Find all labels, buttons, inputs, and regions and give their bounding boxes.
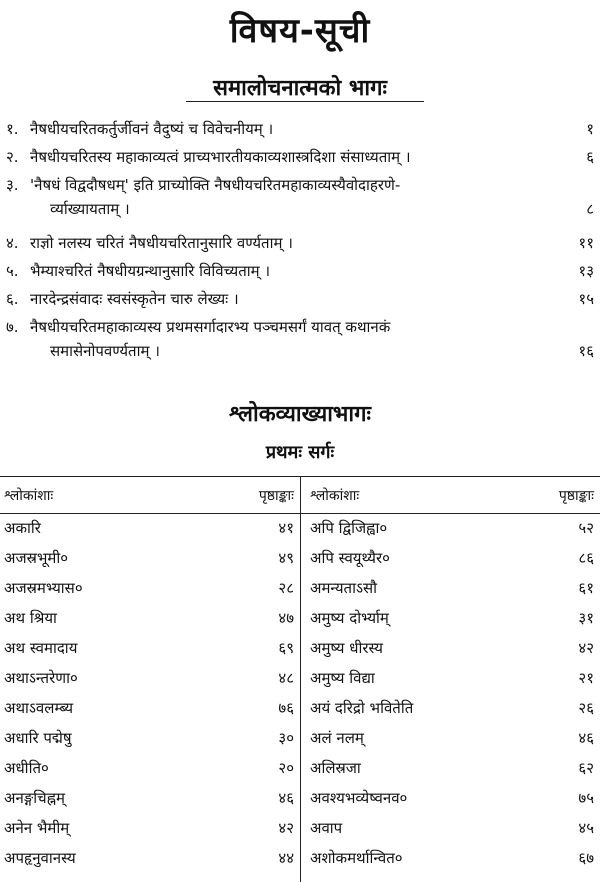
verse-page: ४८ — [278, 669, 294, 687]
critical-section-heading: समालोचनात्मको भागः — [213, 76, 387, 101]
verse-page: ४५ — [578, 819, 594, 837]
verse-name: अजस्रभूमी० — [4, 549, 69, 567]
page-title: विषय-सूची — [229, 11, 371, 51]
verse-page: ५२ — [578, 519, 594, 537]
verse-page: ६९ — [278, 639, 294, 657]
column-divider — [300, 477, 301, 882]
critical-heading-underline — [186, 101, 424, 102]
verse-page: ३० — [278, 729, 294, 747]
verse-name: अलं नलम् — [310, 729, 364, 747]
verse-page: ६२ — [578, 759, 594, 777]
item-text: नारदेन्द्रसंवादः स्वसंस्कृतेन चारु लेख्यः । — [30, 290, 239, 308]
item-text: नैषधीयचरितस्य महाकाव्यत्वं प्राच्यभारतीयकाव्यशास्त्रदिशा संसाध्यताम् । — [30, 148, 411, 166]
verse-page: ४१ — [278, 519, 294, 537]
verse-page: ४६ — [278, 789, 294, 807]
item-number: २. — [6, 148, 19, 166]
verse-name: अथाऽवलम्ब्य — [4, 699, 74, 717]
verse-page: २१ — [578, 669, 594, 687]
item-page: ८ — [586, 200, 594, 218]
verse-name: अलिस्रजा — [310, 759, 361, 777]
verse-page: ४२ — [278, 819, 294, 837]
verse-name: अशोकमर्थान्वित० — [310, 849, 403, 867]
item-page: ११ — [578, 234, 594, 252]
left-header-page: पृष्ठाङ्काः — [258, 488, 294, 504]
item-number: १. — [6, 120, 19, 138]
verse-page: ४९ — [278, 549, 294, 567]
item-page: १ — [586, 120, 594, 138]
item-text: नैषधीयचरितमहाकाव्यस्य प्रथमसर्गादारभ्य पञ्चमसर्गं यावत् कथानकं — [30, 318, 391, 336]
verse-name: अधारि पद्मेषु — [4, 729, 72, 747]
item-text: नैषधीयचरितकर्तुर्जीवनं वैदुष्यं च विवेचनीयम् । — [30, 120, 274, 138]
header-rule — [0, 513, 600, 514]
verse-page: ३१ — [578, 609, 594, 627]
verse-name: अपि स्वयूथ्यैर० — [310, 549, 390, 567]
verse-name: अवश्यभव्येष्वनव० — [310, 789, 408, 807]
item-page: १६ — [578, 342, 594, 360]
item-text: भैम्याश्चरितं नैषधीयग्रन्थानुसारि विविच्यताम् । — [30, 262, 271, 280]
verse-name: अथ श्रिया — [4, 609, 57, 627]
verse-page: ६१ — [578, 579, 594, 597]
item-text-continuation: र्व्याख्यायताम् । — [50, 200, 130, 218]
verse-page: ४२ — [578, 639, 594, 657]
verse-name: अमुष्य धीरस्य — [310, 639, 384, 657]
item-number: ३. — [6, 176, 19, 194]
verse-name: अकारि — [4, 519, 41, 537]
item-number: ६. — [6, 290, 19, 308]
verse-name: अधीति० — [4, 759, 49, 777]
verse-name: अथाऽन्तरेणा० — [4, 669, 78, 687]
verse-name: अमुष्य दोर्भ्याम् — [310, 609, 389, 627]
verse-page: ४६ — [578, 729, 594, 747]
verse-name: अयं दरिद्रो भवितेति — [310, 699, 414, 717]
verse-page: ६७ — [578, 849, 594, 867]
item-number: ७. — [6, 318, 19, 336]
verse-page: २८ — [278, 579, 294, 597]
verse-name: अपहृनुवानस्य — [4, 849, 76, 867]
verse-page: ७५ — [578, 789, 594, 807]
verse-name: अपि द्विजिह्वा० — [310, 519, 388, 537]
item-number: ५. — [6, 262, 19, 280]
verse-page: २६ — [578, 699, 594, 717]
item-number: ४. — [6, 234, 19, 252]
verse-index-table — [0, 476, 600, 882]
verse-page: ८६ — [578, 549, 594, 567]
verse-page: ४४ — [278, 849, 294, 867]
item-page: १५ — [578, 290, 594, 308]
right-header-name: श्लोकांशाः — [310, 488, 360, 504]
item-text: 'नैषधं विद्वदौषधम्' इति प्राच्योक्ति नैषधीयचरितमहाकाव्यस्यैवोदाहरणे- — [30, 176, 401, 194]
verse-page: ७६ — [278, 699, 294, 717]
verse-name: अनङ्गचिह्नम् — [4, 789, 65, 807]
canto-heading: प्रथमः सर्गः — [265, 442, 335, 463]
verse-name: अमुष्य विद्या — [310, 669, 375, 687]
verse-name: अमन्यताऽसौ — [310, 579, 378, 597]
item-text: राज्ञो नलस्य चरितं नैषधीयचरितानुसारि वर्ण्यताम् । — [30, 234, 293, 252]
verse-page: २० — [278, 759, 294, 777]
verse-section-heading: श्लोकव्याख्याभागः — [229, 402, 371, 427]
verse-page: ४७ — [278, 609, 294, 627]
item-page: १३ — [578, 262, 594, 280]
verse-name: अनेन भैमीम् — [4, 819, 70, 837]
verse-name: अथ स्वमादाय — [4, 639, 78, 657]
verse-name: अजस्रमभ्यास० — [4, 579, 83, 597]
right-header-page: पृष्ठाङ्काः — [558, 488, 594, 504]
verse-name: अवाप — [310, 819, 343, 837]
item-text-continuation: समासेनोपवर्ण्यताम् । — [50, 342, 160, 360]
left-header-name: श्लोकांशाः — [4, 488, 54, 504]
item-page: ६ — [586, 148, 594, 166]
